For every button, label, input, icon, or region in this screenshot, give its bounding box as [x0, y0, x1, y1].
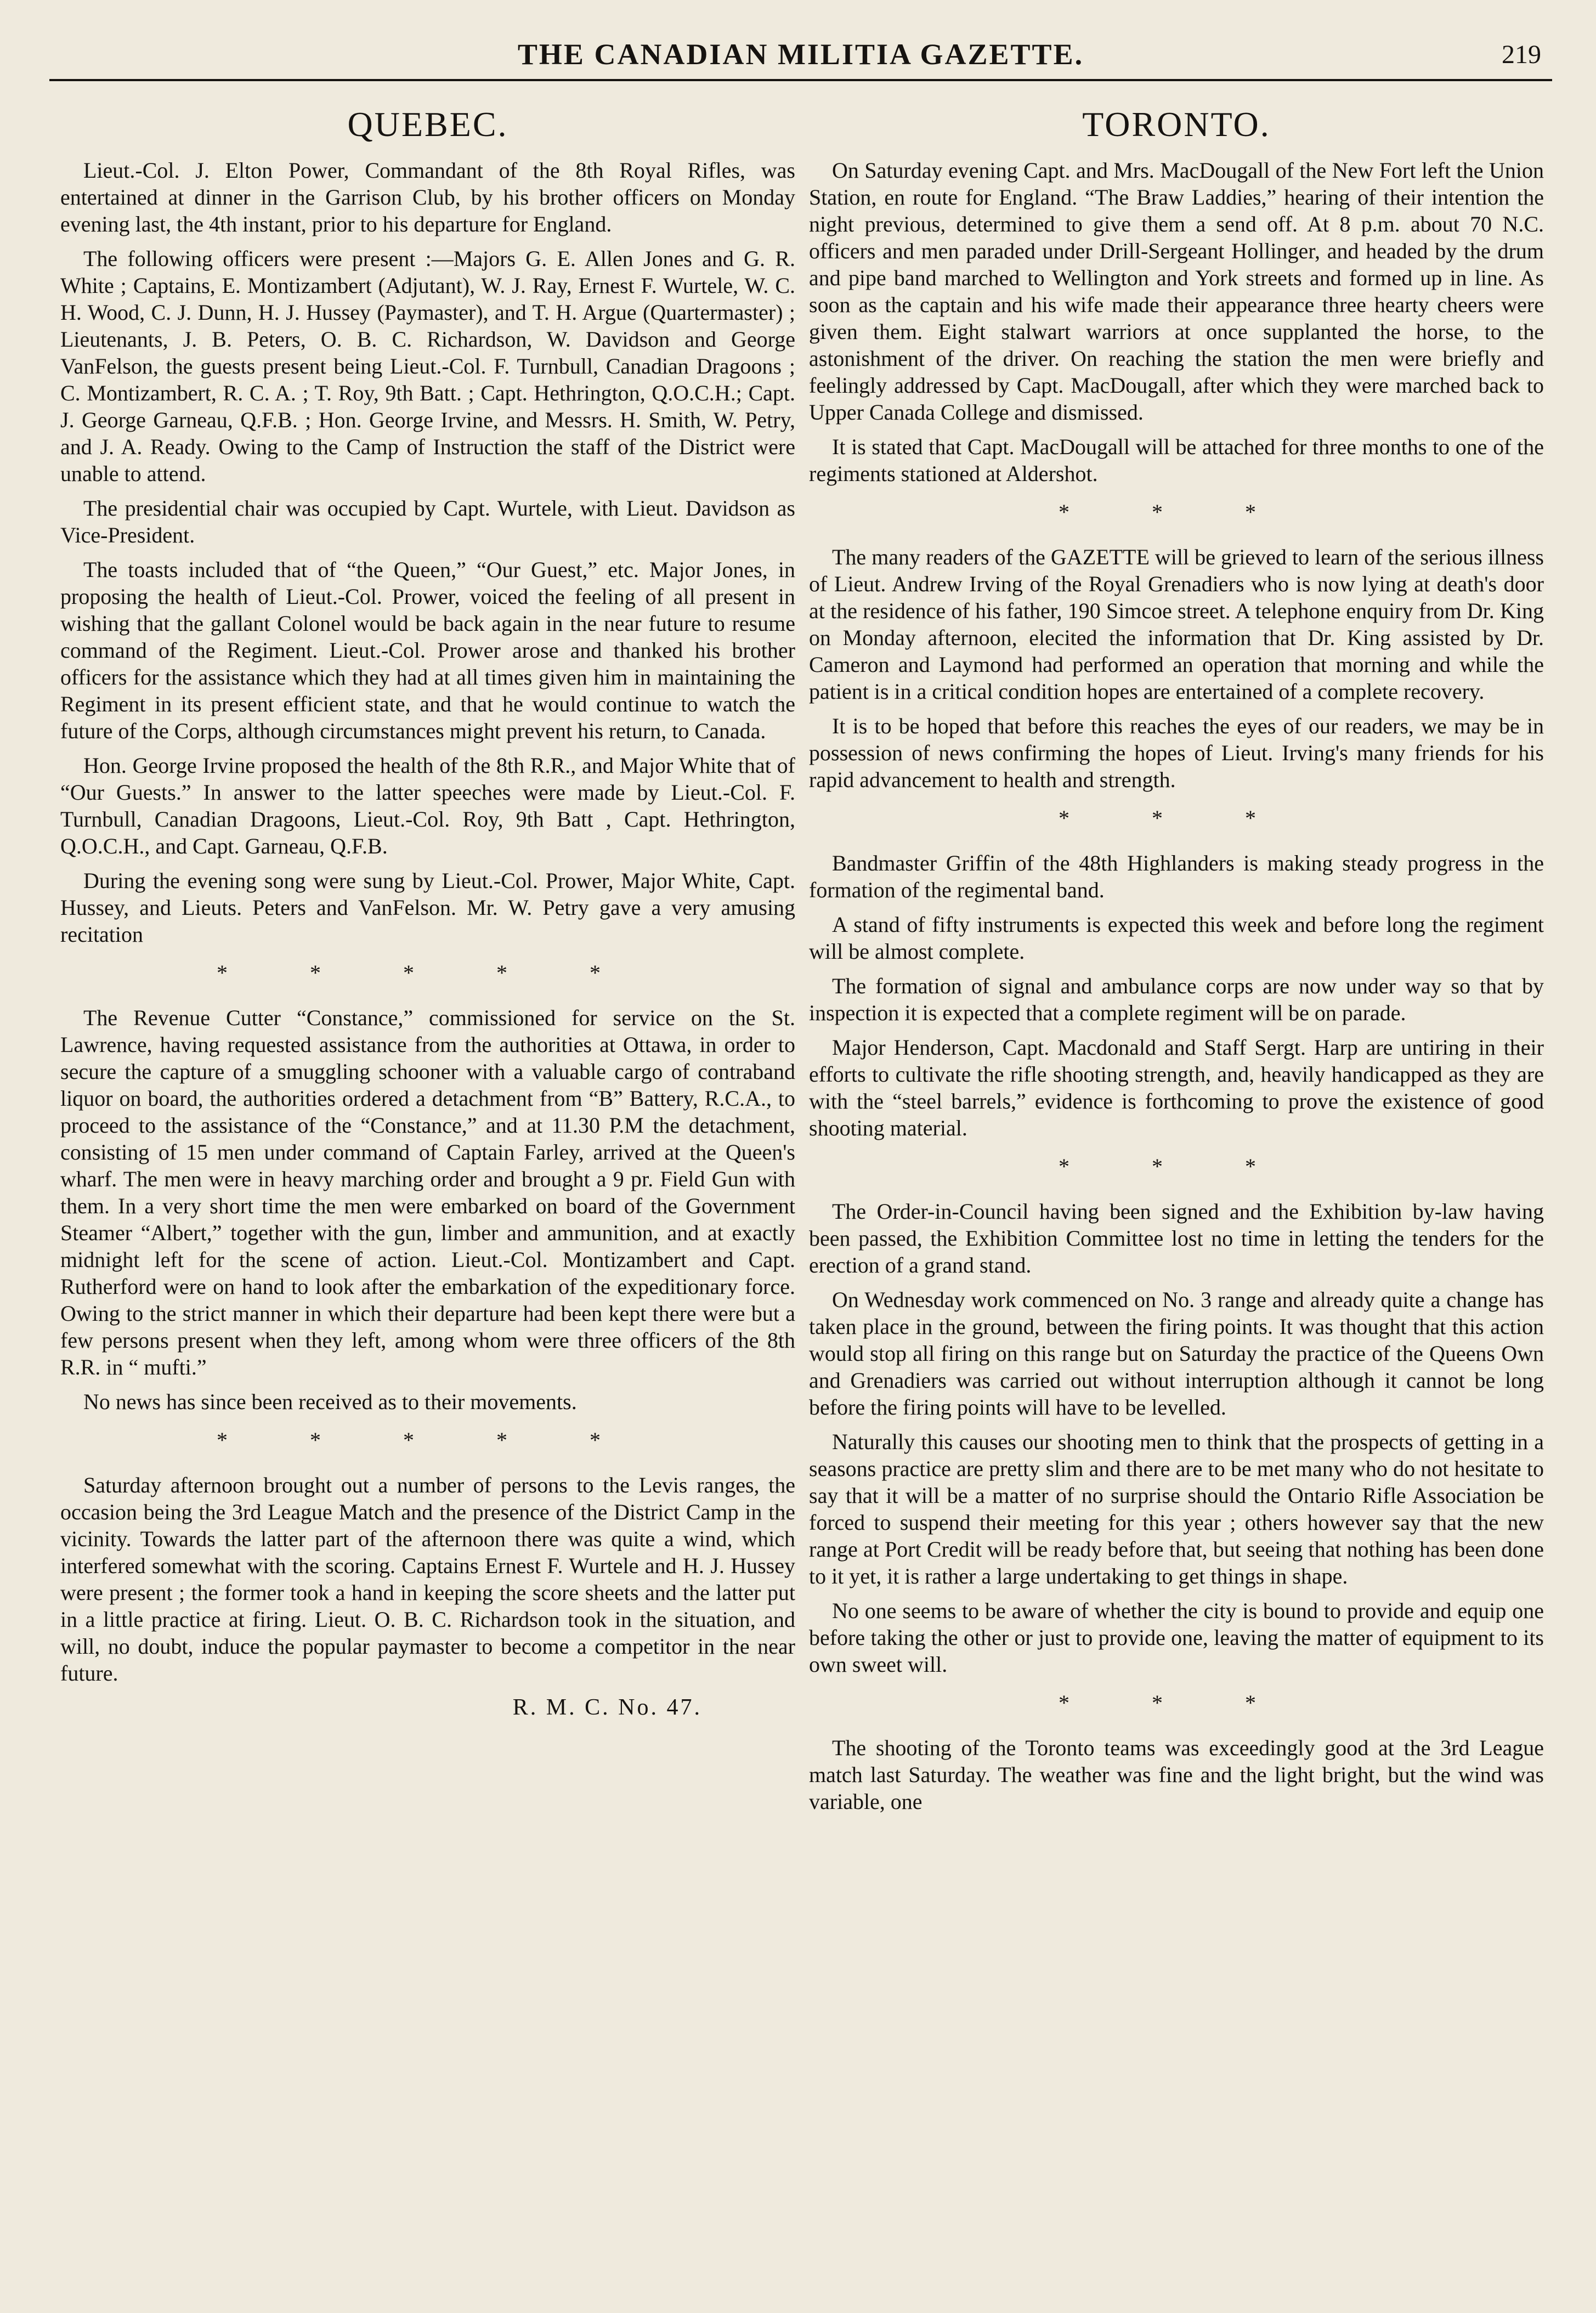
- article-paragraph: The shooting of the Toronto teams was exceedingly good at the 3rd League match last Saturday. The weather was fine and the light bright, but the wind was variable, one: [809, 1735, 1544, 1814]
- publication-title: THE CANADIAN MILITIA GAZETTE.: [517, 38, 1084, 71]
- article-paragraph: It is to be hoped that before this reaches the eyes of our readers, we may be in possession of news confirming the hopes of Lieut. Irving's many friends for his rapid advancement to health and strength.: [809, 714, 1544, 792]
- toronto-column: [809, 93, 1544, 2287]
- article-paragraph: Hon. George Irvine proposed the health of the 8th R.R., and Major White that of “Our Guests.” In answer to the latter speeches were made by Lieut.-Col. F. Turnbull, Canadian Dragoons, Lieut.-Col. Roy, 9th Batt , Capt. Hethrington, Q.O.C.H., and Capt. Garneau, Q.F.B.: [60, 753, 795, 858]
- section-divider: * * *: [1059, 1154, 1294, 1179]
- article-paragraph: Naturally this causes our shooting men to think that the prospects of getting in a seasons practice are pretty slim and there are to be met many who do not hesitate to say that it will be a matter of no surprise should the Ontario Rifle Association be forced to suspend their meeting for this year ; others however say that the new range at Port Credit will be ready before that, but seeing that nothing has been done to it yet, it is rather a large undertaking to get things in shape.: [809, 1429, 1544, 1588]
- section-divider: * * *: [1059, 806, 1294, 830]
- page-number: 219: [1502, 40, 1541, 69]
- toronto-heading: TORONTO.: [1082, 105, 1271, 144]
- header-rule: [49, 79, 1552, 81]
- masthead: [49, 33, 1552, 82]
- article-paragraph: Saturday afternoon brought out a number of persons to the Levis ranges, the occasion being the 3rd League Match and the presence of the District Camp in the vicinity. Towards the latter part of the afternoon there was quite a wind, which interfered somewhat with the scoring. Captains Ernest F. Wurtele and H. J. Hussey were present ; the former took a hand in keeping the score sheets and the latter put in a little practice at firing. Lieut. O. B. C. Richardson took in the situation, and will, no doubt, induce the popular paymaster to become a competitor in the near future.: [60, 1473, 795, 1686]
- article-paragraph: The Order-in-Council having been signed and the Exhibition by-law having been passed, the Exhibition Committee lost no time in letting the tenders for the erection of a grand stand.: [809, 1199, 1544, 1277]
- quebec-heading: QUEBEC.: [347, 105, 508, 144]
- article-paragraph: The following officers were present :—Majors G. E. Allen Jones and G. R. White ; Captains, E. Montizambert (Adjutant), W. J. Ray, Ernest F. Wurtele, W. C. H. Wood, C. J. Dunn, H. J. Hussey (Paymaster), and T. H. Argue (Quartermaster) ; Lieutenants, J. B. Peters, O. B. C. Richardson, W. Davidson and George VanFelson, the guests present being Lieut.-Col. F. Turnbull, Canadian Dragoons ; C. Montizambert, R. C. A. ; T. Roy, 9th Batt. ; Capt. Hethrington, Q.O.C.H.; Capt. J. George Garneau, Q.F.B. ; Hon. George Irvine, and Messrs. H. Smith, W. Petry, and J. A. Ready. Owing to the Camp of Instruction the staff of the District were unable to attend.: [60, 246, 795, 486]
- correspondent-signature: R. M. C. No. 47.: [512, 1695, 702, 1720]
- section-divider: * * *: [1059, 1690, 1294, 1715]
- section-divider: * * * * *: [217, 1428, 639, 1452]
- article-paragraph: Lieut.-Col. J. Elton Power, Commandant of the 8th Royal Rifles, was entertained at dinner in the Garrison Club, by his brother officers on Monday evening last, the 4th instant, prior to his departure for England.: [60, 158, 795, 236]
- article-paragraph: The presidential chair was occupied by Capt. Wurtele, with Lieut. Davidson as Vice-President.: [60, 496, 795, 547]
- article-paragraph: No one seems to be aware of whether the city is bound to provide and equip one before taking the other or just to provide one, leaving the matter of equipment to its own sweet will.: [809, 1598, 1544, 1677]
- section-divider: * * * * *: [217, 960, 639, 985]
- article-paragraph: The Revenue Cutter “Constance,” commissioned for service on the St. Lawrence, having requested assistance from the authorities at Ottawa, in order to secure the capture of a smuggling schooner with a valuable cargo of contraband liquor on board, the authorities ordered a detachment from “B” Battery, R.C.A., to proceed to the assistance of the “Constance,” and at 11.30 P.M the detachment, consisting of 15 men under command of Captain Farley, arrived at the Queen's wharf. The men were in heavy marching order and brought a 9 pr. Field Gun with them. In a very short time the men were embarked on board of the Government Steamer “Albert,” together with the gun, limber and ammunition, and at exactly midnight left for the scene of action. Lieut.-Col. Montizambert and Capt. Rutherford were on hand to look after the embarkation of the expeditionary force. Owing to the strict manner in which their departure had been kept there were but a few persons present when they left, among whom were three officers of the 8th R.R. in “ mufti.”: [60, 1005, 795, 1379]
- article-paragraph: The formation of signal and ambulance corps are now under way so that by inspection it is expected that a complete regiment will be on parade.: [809, 974, 1544, 1025]
- article-paragraph: During the evening song were sung by Lieut.-Col. Prower, Major White, Capt. Hussey, and Lieuts. Peters and VanFelson. Mr. W. Petry gave a very amusing recitation: [60, 868, 795, 947]
- article-paragraph: It is stated that Capt. MacDougall will be attached for three months to one of the regiments stationed at Aldershot.: [809, 434, 1544, 486]
- article-paragraph: On Saturday evening Capt. and Mrs. MacDougall of the New Fort left the Union Station, en route for England. “The Braw Laddies,” hearing of their intention the night previous, determined to give them a send off. At 8 p.m. about 70 N.C. officers and men paraded under Drill-Sergeant Hollinger, and headed by the drum and pipe band marched to Wellington and York streets and formed up in line. As soon as the captain and his wife made their appearance three hearty cheers were given them. Eight stalwart warriors at once supplanted the horse, to the astonishment of the driver. On reaching the station the men were briefly and feelingly addressed by Capt. MacDougall, after which they were marched back to Upper Canada College and dismissed.: [809, 158, 1544, 425]
- article-paragraph: The many readers of the GAZETTE will be grieved to learn of the serious illness of Lieut. Andrew Irving of the Royal Grenadiers who is now lying at death's door at the residence of his father, 190 Simcoe street. A telephone enquiry from Dr. King on Monday afternoon, elecited the information that Dr. King assisted by Dr. Cameron and Laymond had performed an operation that morning and while the patient is in a critical condition hopes are entertained of a complete recovery.: [809, 545, 1544, 704]
- article-paragraph: Major Henderson, Capt. Macdonald and Staff Sergt. Harp are untiring in their efforts to cultivate the rifle shooting strength, and, heavily handicapped as they are with the “steel barrels,” evidence is forthcoming to prove the existence of good shooting material.: [809, 1035, 1544, 1140]
- article-paragraph: The toasts included that of “the Queen,” “Our Guest,” etc. Major Jones, in proposing the health of Lieut.-Col. Prower, voiced the feeling of all present in wishing that the gallant Colonel would be back again in the near future to resume command of the Regiment. Lieut.-Col. Prower arose and thanked his brother officers for the assistance which they had at all times given him in maintaining the Regiment in its present efficient state, and that he would continue to watch the future of the Corps, although circumstances might prevent his return, to Canada.: [60, 557, 795, 743]
- article-paragraph: On Wednesday work commenced on No. 3 range and already quite a change has taken place in the ground, between the firing points. It was thought that this action would stop all firing on this range but on Saturday the practice of the Queens Own and Grenadiers was carried out without interruption although it cannot be long before the firing points will have to be levelled.: [809, 1287, 1544, 1420]
- article-paragraph: Bandmaster Griffin of the 48th Highlanders is making steady progress in the formation of the regimental band.: [809, 851, 1544, 902]
- quebec-column: [60, 93, 795, 2287]
- section-divider: * * *: [1059, 500, 1294, 524]
- article-paragraph: No news has since been received as to their movements.: [83, 1389, 577, 1414]
- article-paragraph: A stand of fifty instruments is expected this week and before long the regiment will be almost complete.: [809, 912, 1544, 964]
